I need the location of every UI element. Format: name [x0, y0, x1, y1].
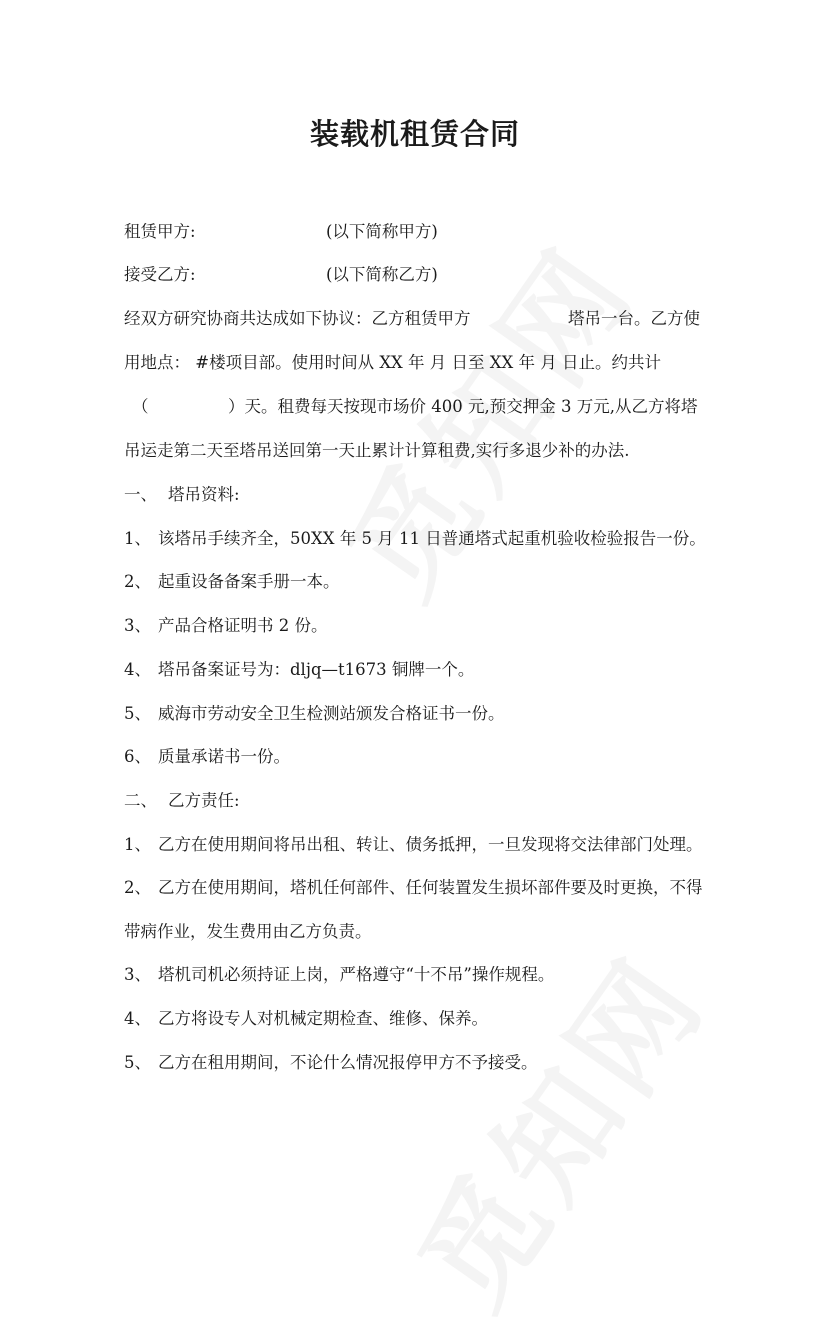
document-title: 装载机租赁合同: [309, 117, 520, 151]
item-text: 乙方将设专人对机械定期检查、维修、保养。: [158, 1009, 488, 1028]
list-item: [124, 570, 340, 594]
list-item: [124, 963, 554, 987]
item-number: 5、: [124, 1053, 151, 1072]
item-number: 2、: [124, 572, 151, 591]
intro-line-3-open: （: [132, 397, 149, 416]
item-text: 带病作业，发生费用由乙方负责。: [124, 922, 372, 941]
item-number: 1、: [124, 529, 151, 548]
list-item: [124, 527, 706, 551]
section-2-title: 乙方责任:: [168, 791, 240, 810]
section-1-number: 一、: [124, 485, 157, 504]
item-text: 塔吊备案证号为：dljq—t1673 铜牌一个。: [158, 660, 475, 679]
section-1-title: 塔吊资料:: [168, 485, 240, 504]
lessor-label: 租赁甲方:: [124, 222, 196, 241]
item-text: 乙方在租用期间，不论什么情况报停甲方不予接受。: [158, 1053, 538, 1072]
item-number: 4、: [124, 660, 151, 679]
intro-line-1: 经双方研究协商共达成如下协议：乙方租赁甲方: [124, 309, 471, 328]
item-text: 产品合格证明书 2 份。: [158, 616, 328, 635]
intro-line-1-tail: 塔吊一台。乙方使: [568, 309, 700, 328]
list-item: [124, 1007, 488, 1031]
lessee-label: 接受乙方:: [124, 265, 196, 284]
lessee-note: (以下简称乙方): [326, 265, 438, 284]
item-text: 该塔吊手续齐全，50XX 年 5 月 11 日普通塔式起重机验收检验报告一份。: [158, 529, 706, 548]
item-number: 3、: [124, 965, 151, 984]
lessor-line: [124, 220, 196, 244]
item-number: 1、: [124, 835, 151, 854]
list-item: [124, 833, 703, 857]
item-number: 2、: [124, 878, 151, 897]
item-number: 3、: [124, 616, 151, 635]
item-number: 4、: [124, 1009, 151, 1028]
list-item: [124, 658, 474, 682]
item-text: 起重设备备案手册一本。: [158, 572, 340, 591]
item-number: 6、: [124, 747, 151, 766]
section-1-heading: [124, 483, 240, 507]
item-number: 5、: [124, 704, 151, 723]
lessor-note: (以下简称甲方): [326, 222, 438, 241]
intro-line-2: 用地点： #楼项目部。使用时间从 XX 年 月 日至 XX 年 月 日止。约共计: [124, 353, 662, 372]
list-item: [124, 876, 703, 900]
item-text: 乙方在使用期间，塔机任何部件、任何装置发生损坏部件要及时更换，不得: [158, 878, 703, 897]
list-item: [124, 1051, 538, 1075]
item-text: 威海市劳动安全卫生检测站颁发合格证书一份。: [158, 704, 505, 723]
lessee-line: [124, 263, 196, 287]
section-2-heading: [124, 789, 240, 813]
item-text: 塔机司机必须持证上岗，严格遵守“十不吊”操作规程。: [158, 965, 555, 984]
section-2-number: 二、: [124, 791, 157, 810]
item-text: 乙方在使用期间将吊出租、转让、债务抵押，一旦发现将交法律部门处理。: [158, 835, 703, 854]
item-text: 质量承诺书一份。: [158, 747, 290, 766]
list-item: [124, 702, 505, 726]
intro-line-3: ）天。租费每天按现市场价 400 元,预交押金 3 万元,从乙方将塔: [228, 397, 698, 416]
list-item: [124, 614, 328, 638]
list-item: [124, 745, 290, 769]
list-item-continuation: [124, 920, 372, 944]
intro-line-4: 吊运走第二天至塔吊送回第一天止累计计算租费,实行多退少补的办法.: [124, 441, 630, 460]
